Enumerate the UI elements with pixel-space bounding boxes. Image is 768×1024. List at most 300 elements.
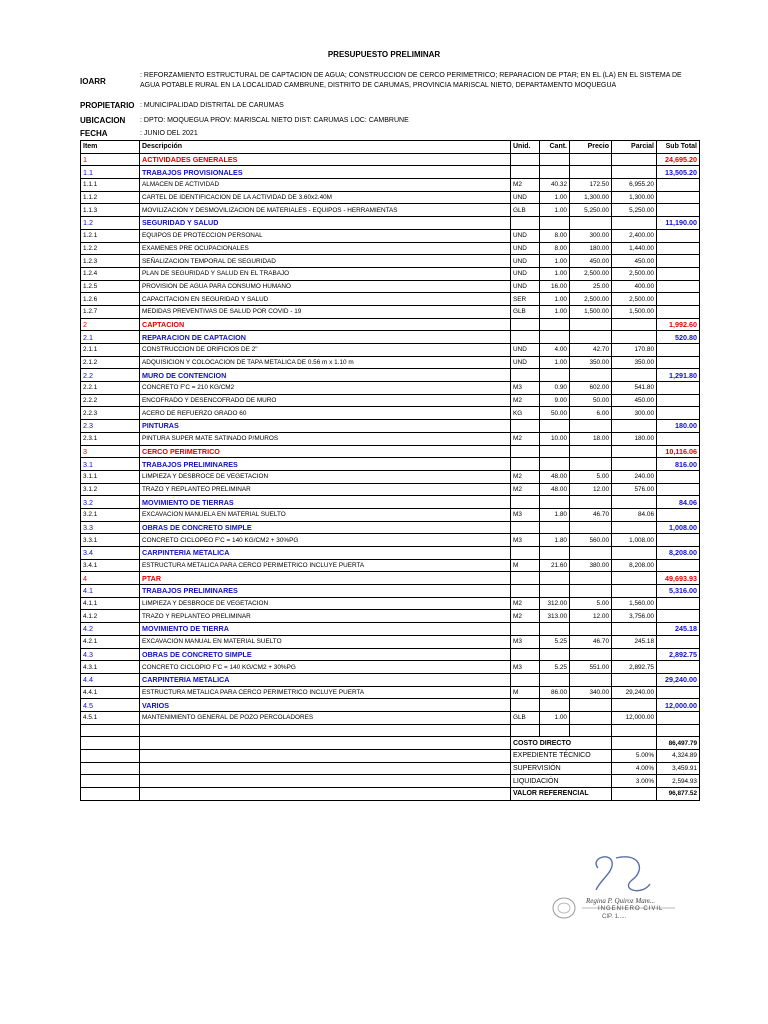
cell-price <box>570 496 612 509</box>
cell-subtotal <box>657 597 700 610</box>
cell-subtotal: 84.06 <box>657 496 700 509</box>
cell-item: 4.4 <box>81 673 140 686</box>
cell-subtotal: 49,693.93 <box>657 572 700 585</box>
cell-desc: MANTENIMIENTO GENERAL DE POZO PERCOLADORES <box>140 711 511 724</box>
table-row <box>81 344 700 357</box>
cell-desc: PROVISION DE AGUA PARA CONSUMO HUMANO <box>140 280 511 293</box>
cell-qty <box>540 420 570 433</box>
table-row <box>81 686 700 699</box>
table-row <box>81 711 700 724</box>
cell-qty: 1.00 <box>540 204 570 217</box>
summary-percent <box>612 737 657 750</box>
cell-item: 1.2.3 <box>81 255 140 268</box>
cell-desc: EXCAVACION MANUAL EN MATERIAL SUELTO <box>140 635 511 648</box>
cell-unit: M2 <box>511 179 540 192</box>
cell-subtotal <box>657 394 700 407</box>
cell-item: 2.2.3 <box>81 407 140 420</box>
cell-item: 3.2 <box>81 496 140 509</box>
cell-empty <box>81 737 140 750</box>
cell-item: 1.2 <box>81 217 140 230</box>
cell-qty <box>540 496 570 509</box>
cell-unit: GLB <box>511 305 540 318</box>
cell-desc: ENCOFRADO Y DESENCOFRADO DE MURO <box>140 394 511 407</box>
cell-unit <box>511 547 540 560</box>
col-unit-header: Unid. <box>511 141 540 154</box>
cell-unit <box>511 699 540 712</box>
cell-item: 1.2.2 <box>81 242 140 255</box>
cell-subtotal <box>657 407 700 420</box>
cell-price <box>570 318 612 331</box>
col-price-header: Precio <box>570 141 612 154</box>
cell-qty <box>540 699 570 712</box>
cell-unit: M2 <box>511 597 540 610</box>
cell-item: 4.1.2 <box>81 610 140 623</box>
cell-item: 4 <box>81 572 140 585</box>
table-row <box>81 267 700 280</box>
cell-empty <box>140 737 511 750</box>
cell-unit: M2 <box>511 394 540 407</box>
cell-item: 4.4.1 <box>81 686 140 699</box>
section-row <box>81 496 700 509</box>
cell-subtotal: 245.18 <box>657 623 700 636</box>
cell-partial: 350.00 <box>612 356 657 369</box>
cell-unit: UND <box>511 191 540 204</box>
cell-subtotal: 8,208.00 <box>657 547 700 560</box>
cell-subtotal <box>657 255 700 268</box>
cell-desc: CARPINTERIA METALICA <box>140 547 511 560</box>
cell-unit <box>511 369 540 382</box>
cell-price: 180.00 <box>570 242 612 255</box>
cell-subtotal <box>657 635 700 648</box>
cell-item: 1.2.5 <box>81 280 140 293</box>
cell-partial <box>612 153 657 166</box>
section-row <box>81 217 700 230</box>
cell-subtotal: 1,008.00 <box>657 521 700 534</box>
cell-subtotal <box>657 305 700 318</box>
table-row <box>81 559 700 572</box>
cell-partial <box>612 547 657 560</box>
header-value: : DPTO: MOQUEGUA PROV: MARISCAL NIETO DIST: CARUMAS LOC: CAMBRUNE <box>140 117 409 124</box>
cell-qty: 312.00 <box>540 597 570 610</box>
table-row <box>81 394 700 407</box>
cell-price <box>570 521 612 534</box>
cell-price <box>570 458 612 471</box>
cell-unit <box>511 217 540 230</box>
cell-partial <box>612 445 657 458</box>
table-row <box>81 610 700 623</box>
cell-partial <box>612 166 657 179</box>
table-row <box>81 432 700 445</box>
cell-desc: MOVIMIENTO DE TIERRA <box>140 623 511 636</box>
cell-partial <box>612 458 657 471</box>
cell-item: 4.3 <box>81 648 140 661</box>
section-row <box>81 572 700 585</box>
cell-partial <box>612 623 657 636</box>
table-row <box>81 661 700 674</box>
cell-empty <box>140 762 511 775</box>
cell-desc: SEÑALIZACION TEMPORAL DE SEGURIDAD <box>140 255 511 268</box>
header-ubicacion <box>80 116 700 126</box>
cell-unit: M <box>511 559 540 572</box>
cell-price: 450.00 <box>570 255 612 268</box>
cell-unit: GLB <box>511 204 540 217</box>
cell-item: 2.3 <box>81 420 140 433</box>
cell-qty: 40.32 <box>540 179 570 192</box>
col-desc-header: Descripción <box>140 141 511 154</box>
cell-unit <box>511 445 540 458</box>
cell-price: 2,500.00 <box>570 293 612 306</box>
cell-desc: PTAR <box>140 572 511 585</box>
cell-unit: M2 <box>511 610 540 623</box>
cell-qty <box>540 331 570 344</box>
cell-subtotal <box>657 242 700 255</box>
cell-price: 560.00 <box>570 534 612 547</box>
cell-unit <box>511 521 540 534</box>
cell-subtotal <box>657 508 700 521</box>
signature-name: Regina P. Quiroz Mam... <box>586 897 656 905</box>
cell-desc: CONCRETO CICLOPEO F'C = 140 KG/CM2 + 30%PG <box>140 534 511 547</box>
cell-item: 3.2.1 <box>81 508 140 521</box>
cell-price <box>570 166 612 179</box>
cell-unit <box>511 153 540 166</box>
cell-subtotal: 520.80 <box>657 331 700 344</box>
cell-subtotal <box>657 610 700 623</box>
cell-desc: TRABAJOS PRELIMINARES <box>140 585 511 598</box>
cell-unit <box>511 331 540 344</box>
cell-unit <box>511 648 540 661</box>
cell-partial <box>612 585 657 598</box>
section-row <box>81 547 700 560</box>
cell-qty: 48.00 <box>540 470 570 483</box>
cell-unit: UND <box>511 229 540 242</box>
cell-price <box>570 420 612 433</box>
cell-qty <box>540 318 570 331</box>
cell-item: 1 <box>81 153 140 166</box>
col-item-header: Item <box>81 141 140 154</box>
cell-qty: 8.00 <box>540 229 570 242</box>
section-row <box>81 699 700 712</box>
cell-unit <box>511 318 540 331</box>
budget-table <box>80 140 700 801</box>
cell-partial: 240.00 <box>612 470 657 483</box>
cell-subtotal: 24,695.20 <box>657 153 700 166</box>
summary-percent <box>612 788 657 801</box>
cell-subtotal: 816.00 <box>657 458 700 471</box>
cell-subtotal <box>657 229 700 242</box>
table-row <box>81 280 700 293</box>
cell-desc: CONCRETO F'C = 210 KG/CM2 <box>140 382 511 395</box>
cell-item: 4.1 <box>81 585 140 598</box>
cell-unit: SER <box>511 293 540 306</box>
cell-empty <box>81 750 140 763</box>
cell-unit: M3 <box>511 661 540 674</box>
table-row <box>81 204 700 217</box>
cell-partial: 170.80 <box>612 344 657 357</box>
table-row <box>81 470 700 483</box>
table-row <box>81 179 700 192</box>
cell-price: 1,500.00 <box>570 305 612 318</box>
cell-desc: ESTRUCTURA METALICA PARA CERCO PERIMETRICO INCLUYE PUERTA <box>140 559 511 572</box>
cell-qty <box>540 623 570 636</box>
cell-item: 1.1.1 <box>81 179 140 192</box>
cell-empty <box>81 775 140 788</box>
cell-price <box>570 699 612 712</box>
cell-partial: 450.00 <box>612 255 657 268</box>
cell-unit: UND <box>511 242 540 255</box>
cell-unit: M2 <box>511 470 540 483</box>
cell-desc: REPARACION DE CAPTACION <box>140 331 511 344</box>
cell-qty <box>540 585 570 598</box>
col-qty-header: Cant. <box>540 141 570 154</box>
cell-price <box>570 711 612 724</box>
cell-unit <box>511 420 540 433</box>
cell-price <box>570 445 612 458</box>
cell-desc: TRAZO Y REPLANTEO PRELIMINAR <box>140 610 511 623</box>
cell-item: 3 <box>81 445 140 458</box>
summary-value: 2,594.93 <box>657 775 700 788</box>
cell-subtotal <box>657 344 700 357</box>
cell-price: 1,300.00 <box>570 191 612 204</box>
section-row <box>81 585 700 598</box>
cell-price: 5.00 <box>570 597 612 610</box>
cell-desc: OBRAS DE CONCRETO SIMPLE <box>140 648 511 661</box>
header-fecha <box>80 129 700 139</box>
cell-qty: 1.80 <box>540 534 570 547</box>
cell-unit: M3 <box>511 635 540 648</box>
cell-price: 25.00 <box>570 280 612 293</box>
cell-subtotal: 2,892.75 <box>657 648 700 661</box>
table-row <box>81 508 700 521</box>
col-subtotal-header: Sub Total <box>657 141 700 154</box>
cell-qty <box>540 369 570 382</box>
cell-partial: 12,000.00 <box>612 711 657 724</box>
cell-unit: M3 <box>511 534 540 547</box>
cell-price: 172.50 <box>570 179 612 192</box>
cell-partial <box>612 648 657 661</box>
cell-subtotal: 29,240.00 <box>657 673 700 686</box>
cell-unit: M3 <box>511 382 540 395</box>
summary-label: COSTO DIRECTO <box>511 737 612 750</box>
summary-percent: 5.00% <box>612 750 657 763</box>
table-row <box>81 229 700 242</box>
cell-empty <box>140 724 511 737</box>
cell-desc: TRABAJOS PROVISIONALES <box>140 166 511 179</box>
cell-empty <box>140 750 511 763</box>
cell-item: 1.2.7 <box>81 305 140 318</box>
cell-item: 4.5.1 <box>81 711 140 724</box>
cell-desc: CONSTRUCCION DE ORIFICIOS DE 2" <box>140 344 511 357</box>
cell-item: 1.1 <box>81 166 140 179</box>
cell-subtotal: 11,190.00 <box>657 217 700 230</box>
cell-qty: 1.00 <box>540 711 570 724</box>
cell-price: 50.00 <box>570 394 612 407</box>
cell-subtotal: 1,291.80 <box>657 369 700 382</box>
cell-price <box>570 217 612 230</box>
cell-desc: EXAMENES PRE OCUPACIONALES <box>140 242 511 255</box>
cell-subtotal <box>657 559 700 572</box>
cell-desc: PLAN DE SEGURIDAD Y SALUD EN EL TRABAJO <box>140 267 511 280</box>
cell-qty: 16.00 <box>540 280 570 293</box>
cell-empty <box>81 762 140 775</box>
cell-empty <box>81 724 140 737</box>
cell-subtotal <box>657 382 700 395</box>
cell-desc: CARTEL DE IDENTIFICACION DE LA ACTIVIDAD DE 3.60x2.40M <box>140 191 511 204</box>
cell-empty <box>657 724 700 737</box>
cell-empty <box>81 788 140 801</box>
section-row <box>81 521 700 534</box>
cell-desc: MOVILIZACION Y DESMOVILIZACION DE MATERIALES - EQUIPOS - HERRAMIENTAS <box>140 204 511 217</box>
cell-qty: 10.00 <box>540 432 570 445</box>
cell-partial: 6,955.20 <box>612 179 657 192</box>
cell-unit: M2 <box>511 432 540 445</box>
table-row <box>81 255 700 268</box>
cell-item: 3.1.1 <box>81 470 140 483</box>
cell-item: 2.2 <box>81 369 140 382</box>
cell-price <box>570 153 612 166</box>
cell-subtotal <box>657 470 700 483</box>
cell-item: 1.1.3 <box>81 204 140 217</box>
cell-desc: MOVIMIENTO DE TIERRAS <box>140 496 511 509</box>
cell-partial: 5,250.00 <box>612 204 657 217</box>
cell-unit <box>511 623 540 636</box>
cell-price: 12.00 <box>570 610 612 623</box>
cell-partial: 2,892.75 <box>612 661 657 674</box>
cell-price <box>570 547 612 560</box>
cell-subtotal <box>657 204 700 217</box>
summary-label: VALOR REFERENCIAL <box>511 788 612 801</box>
cell-item: 2.1.1 <box>81 344 140 357</box>
cell-subtotal <box>657 661 700 674</box>
section-row <box>81 420 700 433</box>
cell-item: 2.2.1 <box>81 382 140 395</box>
cell-unit: UND <box>511 267 540 280</box>
cell-subtotal: 180.00 <box>657 420 700 433</box>
cell-item: 1.2.6 <box>81 293 140 306</box>
section-row <box>81 458 700 471</box>
cell-price: 6.00 <box>570 407 612 420</box>
cell-price: 350.00 <box>570 356 612 369</box>
table-row <box>81 356 700 369</box>
cell-subtotal <box>657 534 700 547</box>
cell-subtotal <box>657 280 700 293</box>
cell-desc: ESTRUCTURA METALICA PARA CERCO PERIMETRICO INCLUYE PUERTA <box>140 686 511 699</box>
table-row <box>81 407 700 420</box>
cell-price <box>570 572 612 585</box>
cell-partial: 2,500.00 <box>612 293 657 306</box>
cell-qty <box>540 445 570 458</box>
cell-unit: UND <box>511 356 540 369</box>
cell-qty <box>540 166 570 179</box>
cell-item: 3.3 <box>81 521 140 534</box>
summary-label: EXPEDIENTE TÉCNICO <box>511 750 612 763</box>
cell-unit: UND <box>511 255 540 268</box>
cell-partial <box>612 369 657 382</box>
cell-qty: 21.60 <box>540 559 570 572</box>
header-value: : REFORZAMIENTO ESTRUCTURAL DE CAPTACION DE AGUA; CONSTRUCCION DE CERCO PERIMETRICO; REPARACION DE PTAR; EN EL (LA) EN EL SISTEMA DE AGUA POTABLE RURAL EN LA LOCALIDAD CAMBRUNE, DISTRITO DE CARUMAS, PROVINCIA MARISCAL NIETO, DEPARTAMENTO MOQUEGUA <box>140 72 682 89</box>
cell-empty <box>570 724 612 737</box>
cell-partial <box>612 572 657 585</box>
cell-item: 4.5 <box>81 699 140 712</box>
summary-row <box>81 750 700 763</box>
cell-subtotal <box>657 179 700 192</box>
cell-subtotal: 13,505.20 <box>657 166 700 179</box>
cell-desc: TRABAJOS PRELIMINARES <box>140 458 511 471</box>
cell-price <box>570 331 612 344</box>
table-row <box>81 382 700 395</box>
cell-desc: PINTURA SUPER MATE SATINADO P/MUROS <box>140 432 511 445</box>
cell-item: 2.1 <box>81 331 140 344</box>
cell-partial: 1,440.00 <box>612 242 657 255</box>
cell-partial <box>612 496 657 509</box>
cell-price <box>570 673 612 686</box>
cell-qty: 1.00 <box>540 305 570 318</box>
cell-partial <box>612 331 657 344</box>
summary-body <box>81 737 700 800</box>
cell-partial <box>612 318 657 331</box>
cell-unit: UND <box>511 280 540 293</box>
summary-row <box>81 762 700 775</box>
table-row <box>81 483 700 496</box>
header-value: : MUNICIPALIDAD DISTRITAL DE CARUMAS <box>140 102 284 109</box>
cell-item: 2.2.2 <box>81 394 140 407</box>
cell-unit <box>511 458 540 471</box>
cell-subtotal <box>657 267 700 280</box>
cell-partial: 1,500.00 <box>612 305 657 318</box>
cell-subtotal: 12,000.00 <box>657 699 700 712</box>
cell-qty: 1.00 <box>540 293 570 306</box>
cell-price <box>570 369 612 382</box>
cell-subtotal <box>657 711 700 724</box>
spacer-row <box>81 724 700 737</box>
cell-desc: PINTURAS <box>140 420 511 433</box>
cell-partial: 84.06 <box>612 508 657 521</box>
cell-partial: 541.80 <box>612 382 657 395</box>
cell-desc: EXCAVACION MANUELA EN MATERIAL SUELTO <box>140 508 511 521</box>
cell-price: 5.00 <box>570 470 612 483</box>
cell-qty <box>540 648 570 661</box>
summary-label: LIQUIDACIÓN <box>511 775 612 788</box>
cell-item: 3.4 <box>81 547 140 560</box>
cell-subtotal: 1,992.60 <box>657 318 700 331</box>
cell-price: 602.00 <box>570 382 612 395</box>
cell-qty <box>540 458 570 471</box>
table-row <box>81 293 700 306</box>
cell-price: 2,500.00 <box>570 267 612 280</box>
cell-partial: 1,300.00 <box>612 191 657 204</box>
cell-qty: 1.00 <box>540 267 570 280</box>
cell-empty <box>612 724 657 737</box>
section-row <box>81 623 700 636</box>
header-propietario <box>80 101 700 111</box>
cell-desc: MURO DE CONTENCION <box>140 369 511 382</box>
cell-desc: CAPTACION <box>140 318 511 331</box>
summary-row <box>81 788 700 801</box>
cell-desc: CAPACITACION EN SEGURIDAD Y SALUD <box>140 293 511 306</box>
cell-unit: M <box>511 686 540 699</box>
cell-subtotal <box>657 432 700 445</box>
table-body <box>81 153 700 737</box>
cell-qty: 50.00 <box>540 407 570 420</box>
cell-partial: 29,240.00 <box>612 686 657 699</box>
cell-unit <box>511 166 540 179</box>
cell-partial <box>612 420 657 433</box>
cell-item: 1.1.2 <box>81 191 140 204</box>
cell-unit: GLB <box>511 711 540 724</box>
cell-unit: KG <box>511 407 540 420</box>
cell-desc: LIMPIEZA Y DESBROCE DE VEGETACION <box>140 597 511 610</box>
cell-price: 340.00 <box>570 686 612 699</box>
cell-price: 46.70 <box>570 508 612 521</box>
